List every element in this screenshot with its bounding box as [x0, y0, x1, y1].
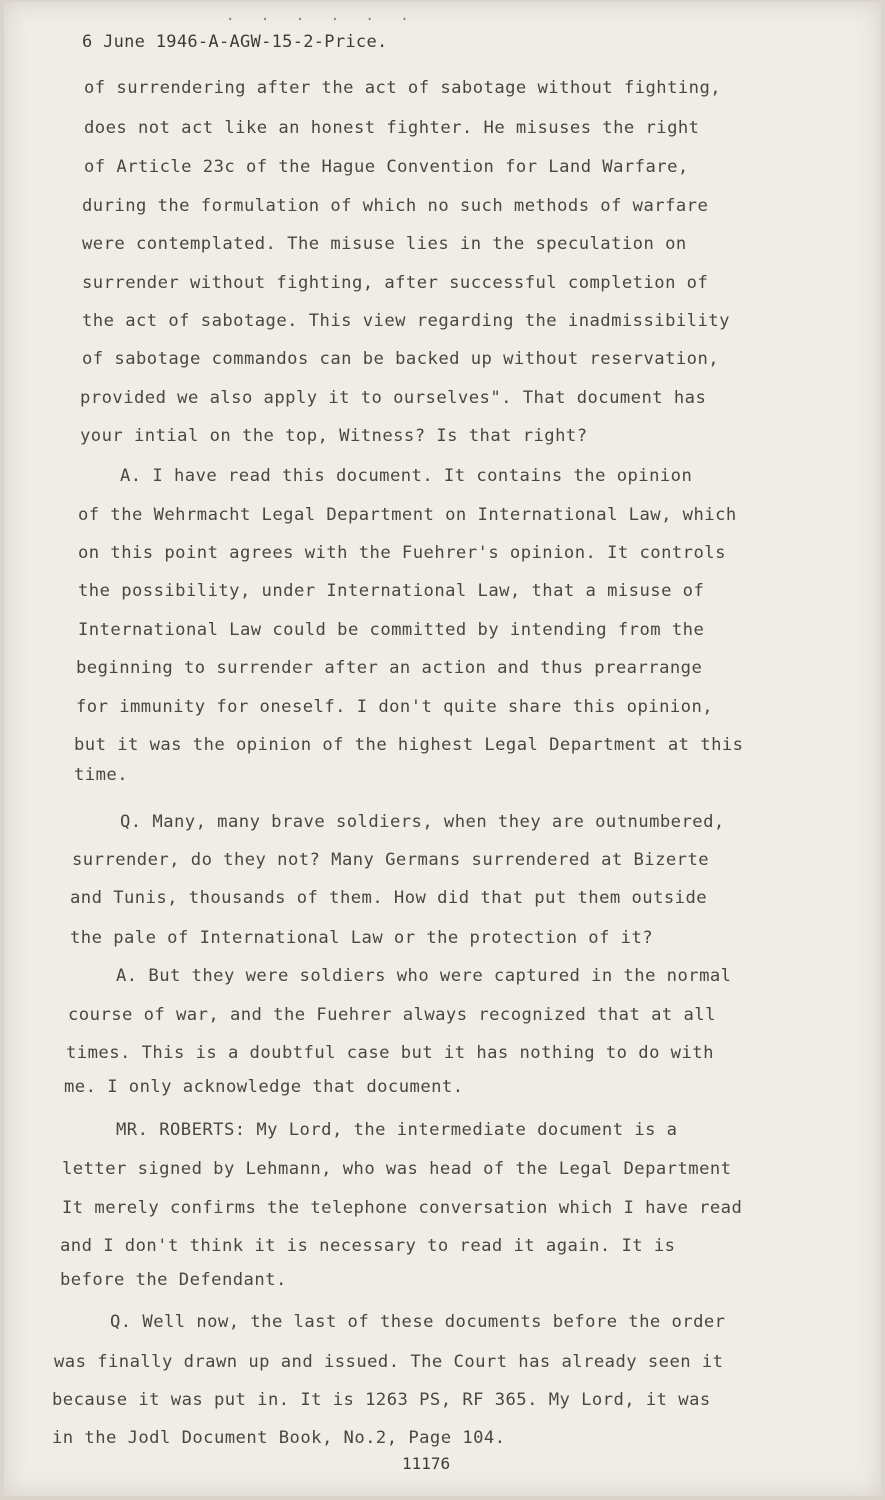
text-line: was finally drawn up and issued. The Court has already seen it — [54, 1352, 724, 1372]
answer-paragraph-start: A. But they were soldiers who were captured in the normal — [116, 966, 732, 986]
text-line: surrender, do they not? Many Germans surrendered at Bizerte — [72, 850, 710, 870]
text-line: of sabotage commandos can be backed up without reservation, — [82, 349, 720, 369]
text-line: International Law could be committed by intending from the — [78, 620, 705, 640]
page-number: 11176 — [402, 1454, 451, 1473]
text-line: because it was put in. It is 1263 PS, RF 365. My Lord, it was — [52, 1390, 711, 1410]
text-line: and I don't think it is necessary to read it again. It is — [60, 1236, 676, 1256]
text-line: time. — [74, 765, 128, 785]
text-line: of Article 23c of the Hague Convention for Land Warfare, — [84, 157, 689, 177]
text-line: in the Jodl Document Book, No.2, Page 104. — [52, 1428, 506, 1448]
text-line: surrender without fighting, after successful completion of — [82, 273, 709, 293]
document-page — [4, 2, 881, 1496]
punch-marks: . . . . . . — [226, 8, 418, 24]
text-line: for immunity for oneself. I don't quite share this opinion, — [76, 697, 714, 717]
text-line: does not act like an honest fighter. He misuses the right — [84, 118, 700, 138]
text-line: beginning to surrender after an action and thus prearrange — [76, 658, 703, 678]
text-line: me. I only acknowledge that document. — [64, 1077, 464, 1097]
text-line: were contemplated. The misuse lies in the speculation on — [82, 234, 687, 254]
text-line: of surrendering after the act of sabotage without fighting, — [84, 78, 722, 98]
text-line: the act of sabotage. This view regarding the inadmissibility — [82, 311, 730, 331]
text-line: but it was the opinion of the highest Legal Department at this — [74, 735, 744, 755]
speaker-paragraph-start: MR. ROBERTS: My Lord, the intermediate document is a — [116, 1120, 678, 1140]
text-line: before the Defendant. — [60, 1270, 287, 1290]
text-line: and Tunis, thousands of them. How did that put them outside — [70, 888, 708, 908]
text-line: the pale of International Law or the protection of it? — [70, 928, 654, 948]
text-line: It merely confirms the telephone conversation which I have read — [62, 1198, 743, 1218]
text-line: the possibility, under International Law, that a misuse of — [78, 581, 705, 601]
page-header: 6 June 1946-A-AGW-15-2-Price. — [82, 32, 388, 52]
text-line: during the formulation of which no such methods of warfare — [82, 196, 709, 216]
text-line: on this point agrees with the Fuehrer's opinion. It controls — [78, 543, 726, 563]
text-line: provided we also apply it to ourselves". That document has — [80, 388, 707, 408]
question-paragraph-start: Q. Well now, the last of these documents before the order — [110, 1312, 726, 1332]
text-line: of the Wehrmacht Legal Department on International Law, which — [78, 505, 737, 525]
answer-paragraph-start: A. I have read this document. It contains the opinion — [120, 466, 693, 486]
question-paragraph-start: Q. Many, many brave soldiers, when they are outnumbered, — [120, 812, 725, 832]
text-line: times. This is a doubtful case but it has nothing to do with — [66, 1043, 714, 1063]
text-line: letter signed by Lehmann, who was head of the Legal Department — [62, 1159, 732, 1179]
text-line: your intial on the top, Witness? Is that right? — [80, 426, 588, 446]
text-line: course of war, and the Fuehrer always recognized that at all — [68, 1005, 716, 1025]
